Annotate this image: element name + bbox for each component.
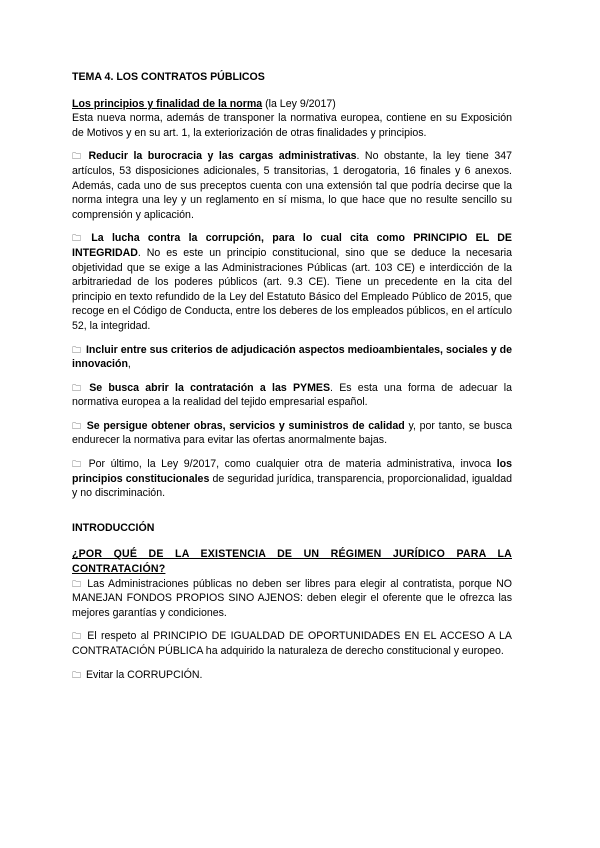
reason-text: Las Administraciones públicas no deben ser libres para elegir al contratista, porque NO MANEJAN FONDOS PROPIOS SINO AJENOS: deben elegir el oferente que le ofrezca las mejores garantías y condiciones. (72, 577, 512, 619)
item-text: y, por tanto, se busca endurecer la normativa para evitar las ofertas anormalmente bajas. (72, 419, 512, 447)
question-heading: ¿POR QUÉ DE LA EXISTENCIA DE UN RÉGIMEN JURÍDICO PARA LA CONTRATACIÓN? (72, 548, 512, 576)
folder-icon: 🗀 (72, 420, 82, 431)
list-item (72, 149, 512, 222)
folder-icon: 🗀 (72, 382, 82, 393)
intro-heading: INTRODUCCIÓN (72, 521, 155, 534)
list-item (72, 381, 512, 410)
list-item (72, 629, 512, 658)
list-item (72, 231, 512, 333)
item-bold: Reducir la burocracia y las cargas administrativas (88, 150, 357, 163)
folder-icon: 🗀 (72, 669, 82, 680)
item-text: de seguridad jurídica, transparencia, proporcionalidad, igualdad y no discriminación. (72, 472, 512, 500)
principios-heading: Los principios y finalidad de la norma (72, 97, 263, 110)
list-item (72, 419, 512, 448)
reason-text: El respeto al PRINCIPIO DE IGUALDAD DE OPORTUNIDADES EN EL ACCESO A LA CONTRATACIÓN PÚBLICA ha adquirido la naturaleza de derecho constitucional y europeo. (72, 630, 512, 657)
list-item (72, 457, 512, 501)
principios-heading-suffix: (la Ley 9/2017) (262, 97, 336, 110)
item-bold-2: , para lo cual cita como PRINCIPIO EL DE INTEGRIDAD (72, 232, 513, 259)
list-item (72, 343, 512, 372)
item-text: . No es este un principio constitucional, sino que se deduce la necesaria objetividad que se exige a las Administraciones Públicas (art. 103 CE) e interdicción de la arbitrariedad de los poderes públicos (art. 9.3 CE). Tiene un precedente en la cita del principio en texto refundido de la Ley del Estatuto Básico del Empleado Público de 2015, que recoge en el Código de Conducta, entre los deberes de los empleados públicos, en el artículo 52, la integridad. (72, 246, 512, 332)
folder-icon: 🗀 (72, 233, 82, 244)
document-title: TEMA 4. LOS CONTRATOS PÚBLICOS (72, 71, 265, 83)
list-item (72, 668, 512, 683)
reason-text: Evitar la CORRUPCIÓN. (85, 668, 203, 681)
folder-icon: 🗀 (72, 578, 82, 589)
item-text: . No obstante, la ley tiene 347 artículos, 53 disposiciones adicionales, 5 transitorias, 1 derogatoria, 16 finales y 6 anexos. Además, cada uno de sus preceptos cuenta con una extensión tal que podría decirse que la norma integra una ley y un reglamento en sí misma, lo que hace que no resulte sencillo su comprensión y aplicación. (72, 150, 513, 221)
principios-text: Esta nueva norma, además de transponer la normativa europea, contiene en su Exposición de Motivos y en su art. 1, la exteriorización de otras finalidades y principios. (72, 112, 512, 139)
folder-icon: 🗀 (72, 344, 82, 355)
document-body (72, 70, 512, 691)
folder-icon: 🗀 (72, 459, 82, 470)
item-text: , (127, 358, 131, 371)
folder-icon: 🗀 (72, 631, 82, 642)
item-bold: La lucha contra la corrupción (91, 232, 262, 245)
item-bold: los principios constitucionales (72, 458, 512, 485)
item-bold: Se persigue obtener obras, servicios y suministros de calidad (86, 419, 405, 432)
item-pre: Por último, la Ley 9/2017, como cualquier otra de materia administrativa, invoca (88, 458, 497, 471)
principios-heading-line (72, 97, 512, 112)
folder-icon: 🗀 (72, 151, 82, 162)
item-bold: Se busca abrir la contratación a las PYMES (89, 381, 331, 394)
list-item (72, 577, 512, 621)
item-text: . Es esta una forma de adecuar la normativa europea a la realidad del tejido empresarial español. (72, 381, 513, 409)
item-bold: Incluir entre sus criterios de adjudicación aspectos medioambientales, sociales y de innovación (72, 343, 512, 371)
